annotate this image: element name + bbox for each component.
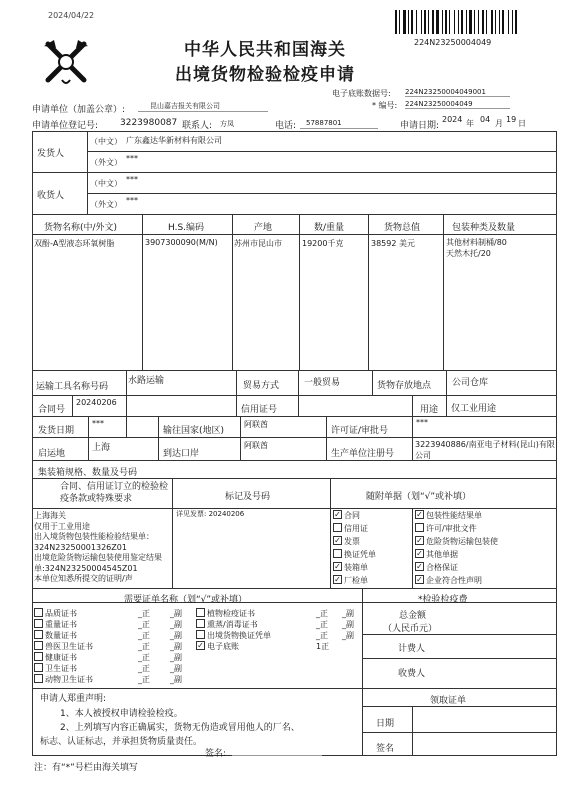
shipper-en-label: （外文） bbox=[90, 158, 122, 167]
duplicate-copies: _副 bbox=[170, 675, 182, 684]
goods-name: 双酚-A型液态环氧树脂 bbox=[34, 239, 115, 248]
doc-item-label: 合同 bbox=[344, 511, 360, 520]
original-copies: _正 bbox=[316, 609, 328, 618]
original-copies: _正 bbox=[138, 631, 150, 640]
doc-item-label: 合格保证 bbox=[426, 563, 458, 572]
checked-checkbox[interactable] bbox=[415, 510, 424, 519]
total-label: 总金额 bbox=[399, 611, 427, 621]
shipper-cn-label: （中文） bbox=[90, 137, 122, 146]
doc-item-label: 厂检单 bbox=[344, 576, 368, 585]
goods-value: 38592 美元 bbox=[371, 239, 415, 248]
doc-item-label: 企业符合性声明 bbox=[426, 576, 482, 585]
checkbox[interactable] bbox=[34, 674, 43, 683]
consignee-cn-label: （中文） bbox=[90, 179, 122, 188]
doc-item bbox=[333, 536, 376, 549]
checked-checkbox[interactable] bbox=[333, 575, 342, 584]
doc-item-label: 发票 bbox=[344, 537, 360, 546]
phone-value: 57887801 bbox=[306, 119, 342, 127]
apply-day-unit: 日 bbox=[518, 119, 526, 128]
checkmark-icon: ✓ bbox=[334, 510, 341, 519]
duplicate-copies: _副 bbox=[170, 653, 182, 662]
declaration-item2: 2、上列填写内容正确属实，货物无伪造或冒用他人的厂名、 bbox=[60, 723, 300, 733]
doc-item bbox=[333, 549, 376, 562]
depart-port-label: 启运地 bbox=[38, 449, 66, 459]
doc-item-label: 换证凭单 bbox=[344, 550, 376, 559]
certificate-item bbox=[34, 674, 194, 685]
reg-label: 申请单位登记号: bbox=[32, 121, 99, 131]
checked-checkbox[interactable] bbox=[415, 536, 424, 545]
duplicate-copies: _副 bbox=[342, 631, 354, 640]
checked-checkbox[interactable] bbox=[196, 641, 205, 650]
duplicate-copies: _副 bbox=[170, 620, 182, 629]
doc-item bbox=[333, 510, 376, 523]
checked-checkbox[interactable] bbox=[333, 562, 342, 571]
doc-item-label: 装箱单 bbox=[344, 563, 368, 572]
calculator-label: 计费人 bbox=[398, 644, 426, 654]
certificate-name: 兽医卫生证书 bbox=[45, 642, 93, 651]
consignee-cn-value: *** bbox=[126, 175, 138, 184]
doc-item bbox=[333, 575, 376, 588]
doc-item-label: 信用证 bbox=[344, 524, 368, 533]
serial-label: * 编号: bbox=[372, 101, 398, 110]
goods-header-name: 货物名称(中/外文) bbox=[44, 223, 118, 233]
goods-hs: 3907300090(M/N) bbox=[145, 238, 218, 247]
apply-month: 04 bbox=[480, 115, 491, 124]
contract-value: 20240206 bbox=[76, 398, 117, 407]
checkbox[interactable] bbox=[34, 608, 43, 617]
certificate-item bbox=[34, 663, 194, 674]
checked-checkbox[interactable] bbox=[415, 575, 424, 584]
applicant-unit-value: 昆山嘉吉报关有限公司 bbox=[150, 102, 220, 110]
dest-country-value: 阿联酋 bbox=[244, 420, 268, 429]
checkbox[interactable] bbox=[333, 523, 342, 532]
reg-value: 3223980087 bbox=[120, 118, 178, 128]
checkmark-icon: ✓ bbox=[416, 536, 423, 545]
checkmark-icon: ✓ bbox=[334, 562, 341, 571]
checkmark-icon: ✓ bbox=[334, 575, 341, 584]
consignee-en-value: *** bbox=[126, 196, 138, 205]
clauses-header: 合同、信用证订立的检验检疫条款或特殊要求 bbox=[60, 482, 169, 504]
doc-item-label: 危险货物运输包装使 bbox=[426, 537, 498, 546]
checked-checkbox[interactable] bbox=[415, 562, 424, 571]
footer-note: 注：有“*”号栏由海关填写 bbox=[34, 763, 138, 773]
apply-date-label: 申请日期: bbox=[400, 121, 440, 131]
checked-checkbox[interactable] bbox=[333, 510, 342, 519]
declaration-item1: 1、本人被授权申请检验检疫。 bbox=[60, 709, 183, 719]
declaration-title: 申请人郑重声明: bbox=[40, 694, 107, 704]
marks-value: 详见发票: 20240206 bbox=[176, 510, 245, 518]
checkbox[interactable] bbox=[34, 630, 43, 639]
use-value: 仅工业用途 bbox=[451, 404, 497, 414]
storage-value: 公司仓库 bbox=[452, 378, 489, 388]
checkbox[interactable] bbox=[34, 619, 43, 628]
certificate-item bbox=[196, 630, 360, 641]
original-copies: 1正 bbox=[316, 642, 330, 651]
goods-packing-2: 天然木托/20 bbox=[446, 249, 491, 258]
duplicate-copies: _副 bbox=[170, 664, 182, 673]
checkbox[interactable] bbox=[196, 608, 205, 617]
checkbox[interactable] bbox=[34, 652, 43, 661]
e-base-label: 电子底账数据号: bbox=[332, 89, 391, 98]
page-title-line2: 出境货物检验检疫申请 bbox=[175, 65, 355, 85]
duplicate-copies: _副 bbox=[170, 631, 182, 640]
certificate-name: 健康证书 bbox=[45, 653, 77, 662]
goods-header-packing: 包装种类及数量 bbox=[452, 223, 516, 233]
checked-checkbox[interactable] bbox=[333, 536, 342, 545]
original-copies: _正 bbox=[138, 642, 150, 651]
doc-item-label: 包装性能结果单 bbox=[426, 511, 482, 520]
cert-header: 需要证单名称（划“√”或补填） bbox=[124, 595, 248, 605]
permit-value: *** bbox=[416, 418, 428, 427]
duplicate-copies: _副 bbox=[170, 609, 182, 618]
goods-header-hs: H.S.编码 bbox=[168, 223, 205, 233]
certificate-item bbox=[34, 641, 194, 652]
apply-month-unit: 月 bbox=[495, 119, 503, 128]
serial-number: 224N23250004049 bbox=[405, 100, 473, 108]
receipt-date-label: 日期 bbox=[376, 719, 395, 729]
arrive-port-label: 到达口岸 bbox=[163, 449, 200, 459]
docs-header: 随附单据（划“√”或补填） bbox=[366, 492, 472, 502]
checkbox[interactable] bbox=[415, 523, 424, 532]
certificate-name: 动物卫生证书 bbox=[45, 675, 93, 684]
checkmark-icon: ✓ bbox=[416, 562, 423, 571]
original-copies: _正 bbox=[138, 620, 150, 629]
checkmark-icon: ✓ bbox=[416, 575, 423, 584]
original-copies: _正 bbox=[138, 664, 150, 673]
certificate-name: 重量证书 bbox=[45, 620, 77, 629]
cert-left-list bbox=[34, 608, 194, 685]
certificate-item bbox=[196, 608, 360, 619]
original-copies: _正 bbox=[138, 653, 150, 662]
checkmark-icon: ✓ bbox=[416, 510, 423, 519]
checkbox[interactable] bbox=[34, 663, 43, 672]
phone-label: 电话: bbox=[275, 121, 297, 131]
applicant-unit-label: 申请单位（加盖公章）: bbox=[32, 105, 126, 115]
doc-item-label: 其他单据 bbox=[426, 550, 458, 559]
ship-date-value: *** bbox=[92, 419, 104, 428]
certificate-item bbox=[196, 619, 360, 630]
goods-header-value: 货物总值 bbox=[384, 223, 421, 233]
checkbox[interactable] bbox=[34, 641, 43, 650]
doc-item bbox=[415, 549, 498, 562]
contact-label: 联系人: bbox=[182, 121, 213, 131]
certificate-item bbox=[34, 608, 194, 619]
apply-day: 19 bbox=[506, 115, 517, 124]
goods-qty: 19200千克 bbox=[302, 239, 344, 248]
arrive-port-value: 阿联酋 bbox=[244, 441, 268, 450]
print-date: 2024/04/22 bbox=[48, 11, 95, 20]
certificate-item bbox=[196, 641, 360, 652]
original-copies: _正 bbox=[316, 620, 328, 629]
certificate-item bbox=[34, 652, 194, 663]
goods-origin: 苏州市昆山市 bbox=[234, 239, 282, 248]
certificate-name: 熏蒸/消毒证书 bbox=[207, 620, 258, 629]
certificate-name: 卫生证书 bbox=[45, 664, 77, 673]
receipt-header: 领取证单 bbox=[430, 696, 467, 706]
cert-right-list bbox=[196, 608, 360, 652]
ship-date-label: 发货日期 bbox=[38, 426, 75, 436]
certificate-name: 植物检疫证书 bbox=[207, 609, 255, 618]
doc-item bbox=[333, 562, 376, 575]
producer-value: 3223940886/南亚电子材料(昆山)有限公司 bbox=[415, 440, 555, 460]
consignee-en-label: （外文） bbox=[90, 200, 122, 209]
e-base-number: 224N23250004049001 bbox=[405, 88, 486, 96]
customs-emblem bbox=[40, 36, 92, 88]
permit-label: 许可证/审批号 bbox=[331, 426, 389, 436]
doc-item bbox=[333, 523, 376, 536]
trade-value: 一般贸易 bbox=[304, 378, 341, 388]
doc-item bbox=[415, 510, 498, 523]
sign-label: 签名: bbox=[205, 749, 227, 759]
use-label: 用途 bbox=[420, 405, 439, 415]
duplicate-copies: _副 bbox=[342, 609, 354, 618]
shipper-label: 发货人 bbox=[37, 149, 65, 159]
doc-item bbox=[415, 536, 498, 549]
container-label: 集装箱规格、数量及号码 bbox=[38, 468, 138, 478]
checkmark-icon: ✓ bbox=[197, 641, 204, 650]
doc-item bbox=[415, 523, 498, 536]
goods-header-qty: 数/重量 bbox=[314, 223, 345, 233]
trade-label: 贸易方式 bbox=[243, 381, 280, 391]
checked-checkbox[interactable] bbox=[415, 549, 424, 558]
docs-right-list bbox=[415, 510, 498, 588]
checkbox[interactable] bbox=[196, 630, 205, 639]
page-title-line1: 中华人民共和国海关 bbox=[184, 40, 346, 60]
clauses-content: 上海海关 仅用于工业用途 出入境货物包装性能检验结果单：324N23250001326Z01 出境危险货物运输包装使用鉴定结果单:324N23250004545Z01 本单位知悉所提交的证明/声 bbox=[34, 511, 162, 583]
goods-packing-1: 其他材料制桶/80 bbox=[446, 238, 507, 247]
contract-label: 合同号 bbox=[38, 405, 66, 415]
checkmark-icon: ✓ bbox=[334, 536, 341, 545]
certificate-name: 出境货物换证凭单 bbox=[207, 631, 271, 640]
docs-left-list bbox=[333, 510, 376, 588]
checkbox[interactable] bbox=[333, 549, 342, 558]
certificate-item bbox=[34, 619, 194, 630]
depart-port-value: 上海 bbox=[92, 443, 111, 453]
declaration-item3: 标志、认证标志，并承担货物质量责任。 bbox=[40, 737, 203, 747]
original-copies: _正 bbox=[138, 609, 150, 618]
storage-label: 货物存放地点 bbox=[377, 381, 432, 391]
doc-item bbox=[415, 575, 498, 588]
transport-value: 水路运输 bbox=[128, 376, 165, 386]
shipper-cn-value: 广东鑫达华新材料有限公司 bbox=[126, 136, 222, 145]
collector-label: 收费人 bbox=[398, 669, 426, 679]
consignee-label: 收货人 bbox=[37, 191, 65, 201]
original-copies: _正 bbox=[138, 675, 150, 684]
certificate-item bbox=[34, 630, 194, 641]
receipt-sign-label: 签名 bbox=[376, 744, 395, 754]
lc-label: 信用证号 bbox=[241, 405, 278, 415]
shipper-en-value: *** bbox=[126, 154, 138, 163]
dest-country-label: 输往国家(地区) bbox=[163, 426, 225, 436]
doc-item bbox=[415, 562, 498, 575]
doc-item-label: 许可/审批文件 bbox=[426, 524, 477, 533]
producer-label: 生产单位注册号 bbox=[331, 449, 395, 459]
original-copies: _正 bbox=[316, 631, 328, 640]
transport-label: 运输工具名称号码 bbox=[36, 382, 109, 392]
duplicate-copies: _副 bbox=[342, 620, 354, 629]
goods-header-origin: 产地 bbox=[254, 223, 273, 233]
apply-year: 2024 bbox=[442, 115, 463, 124]
fee-header: *检验检疫费 bbox=[418, 595, 468, 605]
checkmark-icon: ✓ bbox=[416, 549, 423, 558]
barcode-number: 224N23250004049 bbox=[414, 38, 492, 47]
apply-year-unit: 年 bbox=[466, 119, 474, 128]
checkbox[interactable] bbox=[196, 619, 205, 628]
duplicate-copies: _副 bbox=[170, 642, 182, 651]
total-unit: （人民币元） bbox=[383, 624, 438, 634]
certificate-name: 数量证书 bbox=[45, 631, 77, 640]
barcode bbox=[395, 10, 555, 34]
contact-value: 方凤 bbox=[220, 120, 234, 128]
certificate-name: 品质证书 bbox=[45, 609, 77, 618]
certificate-name: 电子底账 bbox=[207, 642, 239, 651]
marks-header: 标记及号码 bbox=[225, 492, 271, 502]
